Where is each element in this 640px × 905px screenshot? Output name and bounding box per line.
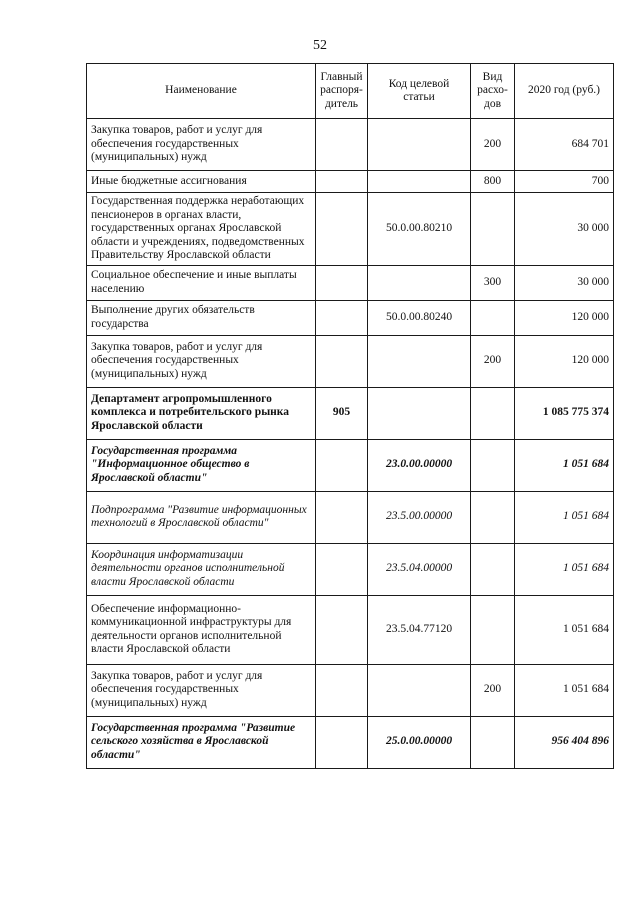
table-row bbox=[87, 265, 614, 300]
cell-manager bbox=[316, 439, 368, 491]
cell-code: 25.0.00.00000 bbox=[368, 716, 471, 768]
cell-name: Государственная программа "Информационное общество в Ярославской области" bbox=[87, 439, 316, 491]
table-row bbox=[87, 543, 614, 595]
table-row bbox=[87, 595, 614, 664]
cell-manager bbox=[316, 335, 368, 387]
cell-amount: 1 051 684 bbox=[515, 543, 614, 595]
header-manager: Главный распоря-дитель bbox=[316, 64, 368, 119]
cell-manager bbox=[316, 543, 368, 595]
cell-name: Закупка товаров, работ и услуг для обеспечения государственных (муниципальных) нужд bbox=[87, 119, 316, 171]
cell-type bbox=[471, 716, 515, 768]
cell-type: 200 bbox=[471, 335, 515, 387]
cell-type bbox=[471, 193, 515, 266]
cell-code: 23.5.00.00000 bbox=[368, 491, 471, 543]
table-header-row bbox=[87, 64, 614, 119]
cell-name: Координация информатизации деятельности органов исполнительной власти Ярославской области bbox=[87, 543, 316, 595]
cell-name: Иные бюджетные ассигнования bbox=[87, 171, 316, 193]
cell-name: Государственная поддержка неработающих пенсионеров в органах власти, государственных органах Ярославской области и учреждениях, подведомственных Правительству Ярославской области bbox=[87, 193, 316, 266]
cell-type: 200 bbox=[471, 664, 515, 716]
table-row bbox=[87, 387, 614, 439]
table-row bbox=[87, 119, 614, 171]
cell-manager bbox=[316, 491, 368, 543]
cell-code bbox=[368, 171, 471, 193]
cell-amount: 1 051 684 bbox=[515, 491, 614, 543]
cell-code bbox=[368, 335, 471, 387]
cell-manager bbox=[316, 716, 368, 768]
table-row bbox=[87, 193, 614, 266]
cell-amount: 684 701 bbox=[515, 119, 614, 171]
cell-manager bbox=[316, 265, 368, 300]
cell-amount: 1 051 684 bbox=[515, 595, 614, 664]
table-row bbox=[87, 664, 614, 716]
cell-code bbox=[368, 664, 471, 716]
table-row bbox=[87, 335, 614, 387]
header-amount: 2020 год (руб.) bbox=[515, 64, 614, 119]
cell-name: Закупка товаров, работ и услуг для обеспечения государственных (муниципальных) нужд bbox=[87, 664, 316, 716]
cell-code: 50.0.00.80210 bbox=[368, 193, 471, 266]
cell-manager bbox=[316, 119, 368, 171]
cell-amount: 120 000 bbox=[515, 300, 614, 335]
header-type: Вид расхо-дов bbox=[471, 64, 515, 119]
cell-code bbox=[368, 387, 471, 439]
cell-code bbox=[368, 265, 471, 300]
cell-manager bbox=[316, 171, 368, 193]
header-name: Наименование bbox=[87, 64, 316, 119]
table-row bbox=[87, 300, 614, 335]
cell-manager bbox=[316, 595, 368, 664]
cell-type bbox=[471, 387, 515, 439]
cell-name: Социальное обеспечение и иные выплаты населению bbox=[87, 265, 316, 300]
cell-name: Государственная программа "Развитие сельского хозяйства в Ярославской области" bbox=[87, 716, 316, 768]
cell-manager bbox=[316, 193, 368, 266]
table-row bbox=[87, 491, 614, 543]
cell-manager bbox=[316, 300, 368, 335]
cell-code: 23.5.04.77120 bbox=[368, 595, 471, 664]
cell-name: Подпрограмма "Развитие информационных технологий в Ярославской области" bbox=[87, 491, 316, 543]
cell-code: 23.5.04.00000 bbox=[368, 543, 471, 595]
cell-amount: 1 085 775 374 bbox=[515, 387, 614, 439]
budget-table bbox=[86, 63, 614, 769]
cell-name: Обеспечение информационно-коммуникационной инфраструктуры для деятельности органов исполнительной власти Ярославской области bbox=[87, 595, 316, 664]
cell-code: 23.0.00.00000 bbox=[368, 439, 471, 491]
table-body bbox=[87, 119, 614, 769]
cell-amount: 30 000 bbox=[515, 265, 614, 300]
header-code: Код целевой статьи bbox=[368, 64, 471, 119]
cell-type bbox=[471, 543, 515, 595]
cell-manager: 905 bbox=[316, 387, 368, 439]
cell-amount: 30 000 bbox=[515, 193, 614, 266]
table-row bbox=[87, 716, 614, 768]
cell-type: 800 bbox=[471, 171, 515, 193]
cell-name: Выполнение других обязательств государства bbox=[87, 300, 316, 335]
table-row bbox=[87, 171, 614, 193]
cell-type: 300 bbox=[471, 265, 515, 300]
cell-name: Департамент агропромышленного комплекса и потребительского рынка Ярославской области bbox=[87, 387, 316, 439]
table-row bbox=[87, 439, 614, 491]
cell-type: 200 bbox=[471, 119, 515, 171]
cell-amount: 120 000 bbox=[515, 335, 614, 387]
cell-amount: 1 051 684 bbox=[515, 439, 614, 491]
cell-amount: 700 bbox=[515, 171, 614, 193]
cell-code bbox=[368, 119, 471, 171]
cell-code: 50.0.00.80240 bbox=[368, 300, 471, 335]
cell-amount: 1 051 684 bbox=[515, 664, 614, 716]
cell-amount: 956 404 896 bbox=[515, 716, 614, 768]
cell-type bbox=[471, 491, 515, 543]
cell-type bbox=[471, 300, 515, 335]
cell-type bbox=[471, 595, 515, 664]
cell-name: Закупка товаров, работ и услуг для обеспечения государственных (муниципальных) нужд bbox=[87, 335, 316, 387]
page-number: 52 bbox=[313, 38, 327, 53]
cell-type bbox=[471, 439, 515, 491]
cell-manager bbox=[316, 664, 368, 716]
